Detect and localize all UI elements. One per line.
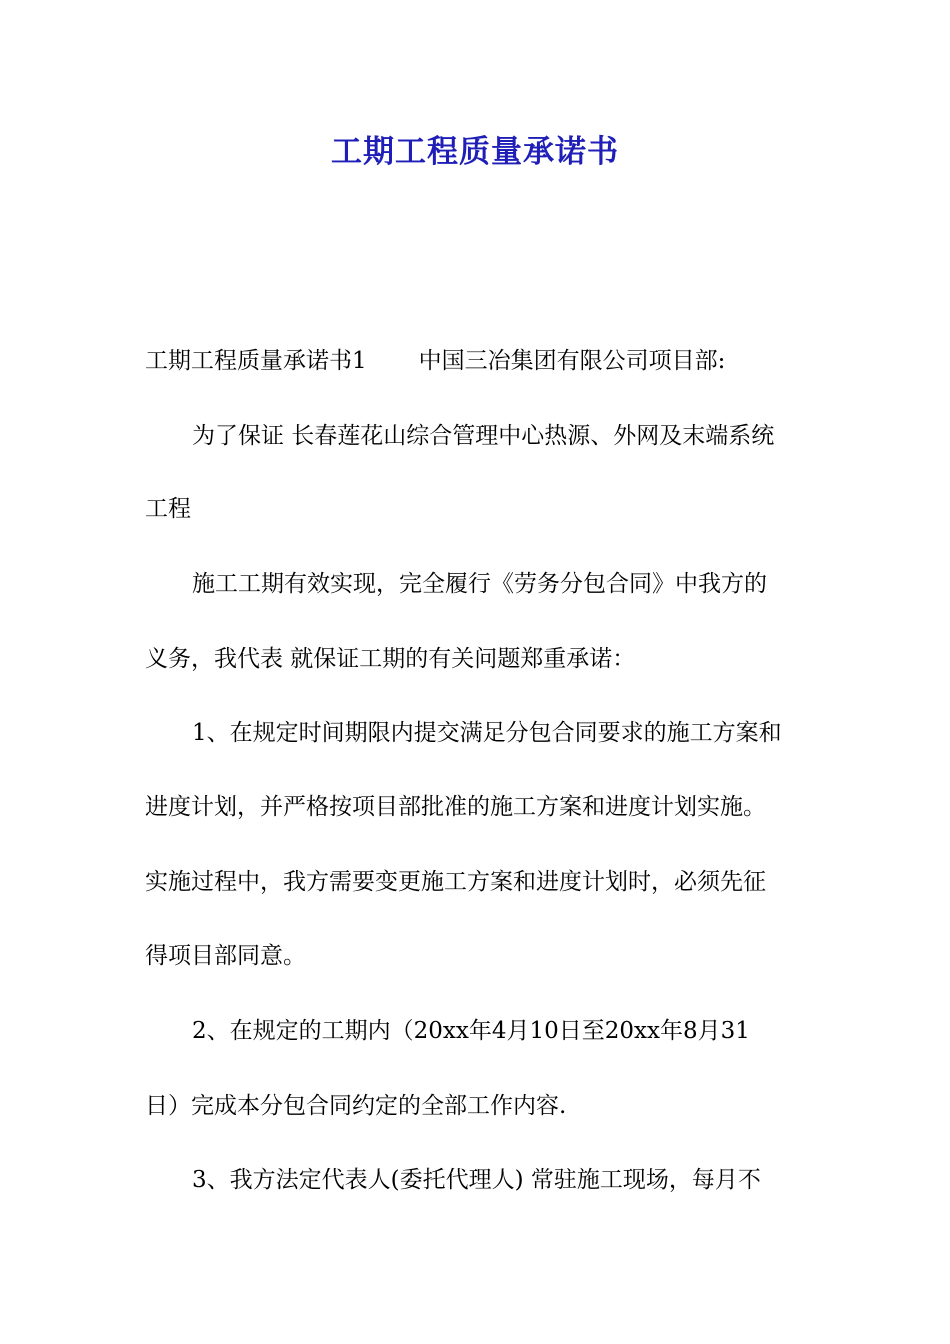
paragraph-line-11: 3、我方法定代表人(委托代理人) 常驻施工现场，每月不 xyxy=(192,1167,761,1193)
paragraph-line-1: 为了保证 长春莲花山综合管理中心热源、外网及末端系统 xyxy=(192,423,775,449)
paragraph-line-10: 日）完成本分包合同约定的全部工作内容. xyxy=(145,1093,567,1119)
paragraph-line-4: 义务，我代表 就保证工期的有关问题郑重承诺： xyxy=(145,646,636,672)
document-title: 工期工程质量承诺书 xyxy=(331,134,619,170)
paragraph-line-5: 1、在规定时间期限内提交满足分包合同要求的施工方案和 xyxy=(192,720,782,746)
paragraph-line-8: 得项目部同意。 xyxy=(145,943,306,969)
paragraph-line-9: 2、在规定的工期内（20xx年4月10日至20xx年8月31 xyxy=(192,1018,750,1044)
heading-line xyxy=(145,345,815,377)
paragraph-line-3: 施工工期有效实现，完全履行《劳务分包合同》中我方的 xyxy=(192,571,767,597)
paragraph-line-7: 实施过程中，我方需要变更施工方案和进度计划时，必须先征 xyxy=(145,869,766,895)
heading-right: 中国三冶集团有限公司项目部: xyxy=(418,348,726,374)
paragraph-line-2: 工程 xyxy=(145,496,191,522)
paragraph-line-6: 进度计划，并严格按项目部批准的施工方案和进度计划实施。 xyxy=(145,794,766,820)
heading-left: 工期工程质量承诺书1 xyxy=(145,348,367,374)
